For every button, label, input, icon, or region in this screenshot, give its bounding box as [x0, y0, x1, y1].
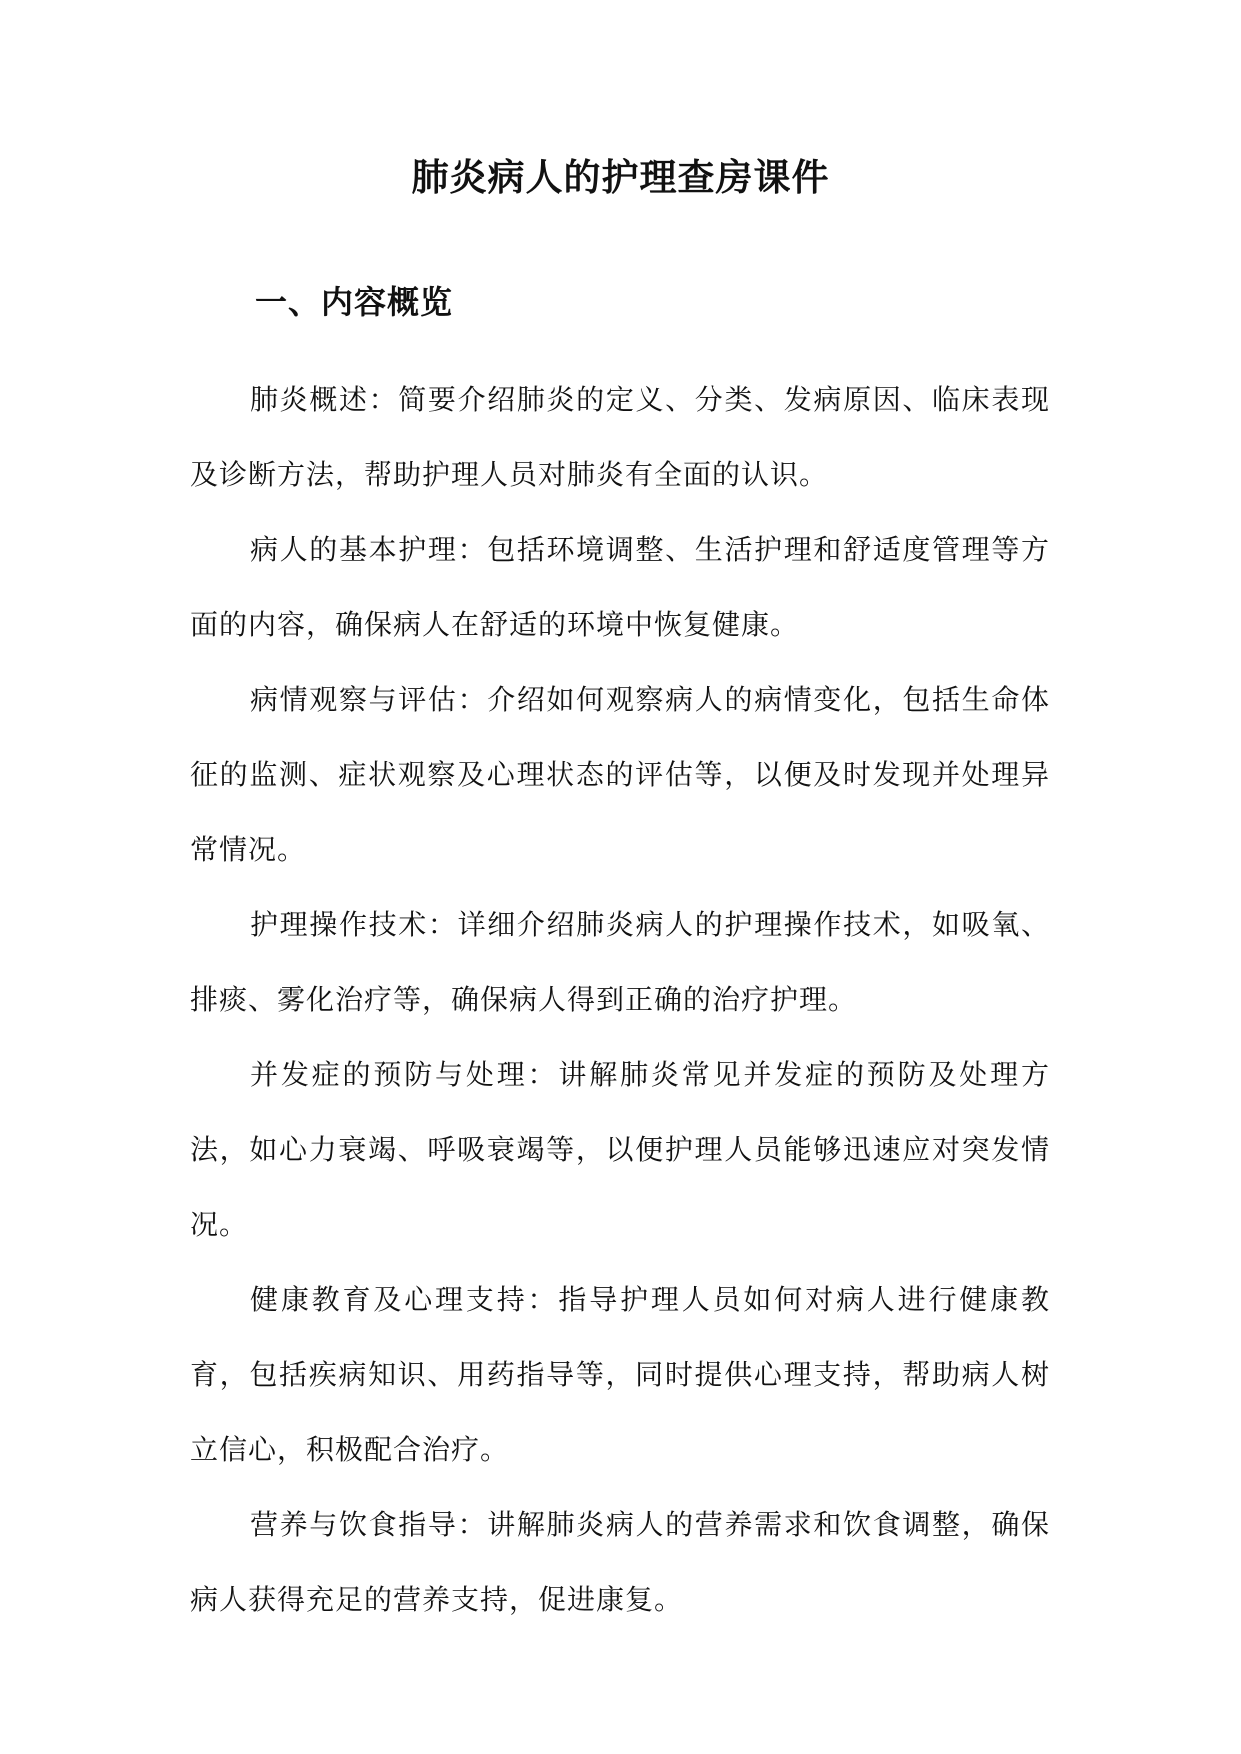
- paragraph-observation-assessment: 病情观察与评估：介绍如何观察病人的病情变化，包括生命体征的监测、症状观察及心理状态的评估等，以便及时发现并处理异常情况。: [190, 683, 1050, 866]
- document-title: 肺炎病人的护理查房课件: [411, 155, 830, 199]
- paragraph-basic-care: 病人的基本护理：包括环境调整、生活护理和舒适度管理等方面的内容，确保病人在舒适的环境中恢复健康。: [190, 533, 1050, 641]
- paragraph-health-education: 健康教育及心理支持：指导护理人员如何对病人进行健康教育，包括疾病知识、用药指导等，同时提供心理支持，帮助病人树立信心，积极配合治疗。: [190, 1283, 1050, 1466]
- paragraph-pneumonia-overview: 肺炎概述：简要介绍肺炎的定义、分类、发病原因、临床表现及诊断方法，帮助护理人员对肺炎有全面的认识。: [190, 383, 1050, 491]
- document-body: [190, 362, 1050, 1637]
- paragraph-nursing-techniques: 护理操作技术：详细介绍肺炎病人的护理操作技术，如吸氧、排痰、雾化治疗等，确保病人得到正确的治疗护理。: [190, 908, 1050, 1016]
- paragraph-complications: 并发症的预防与处理：讲解肺炎常见并发症的预防及处理方法，如心力衰竭、呼吸衰竭等，以便护理人员能够迅速应对突发情况。: [190, 1058, 1050, 1241]
- section-heading: 一、内容概览: [255, 283, 454, 321]
- paragraph-nutrition-diet: 营养与饮食指导：讲解肺炎病人的营养需求和饮食调整，确保病人获得充足的营养支持，促进康复。: [190, 1508, 1050, 1616]
